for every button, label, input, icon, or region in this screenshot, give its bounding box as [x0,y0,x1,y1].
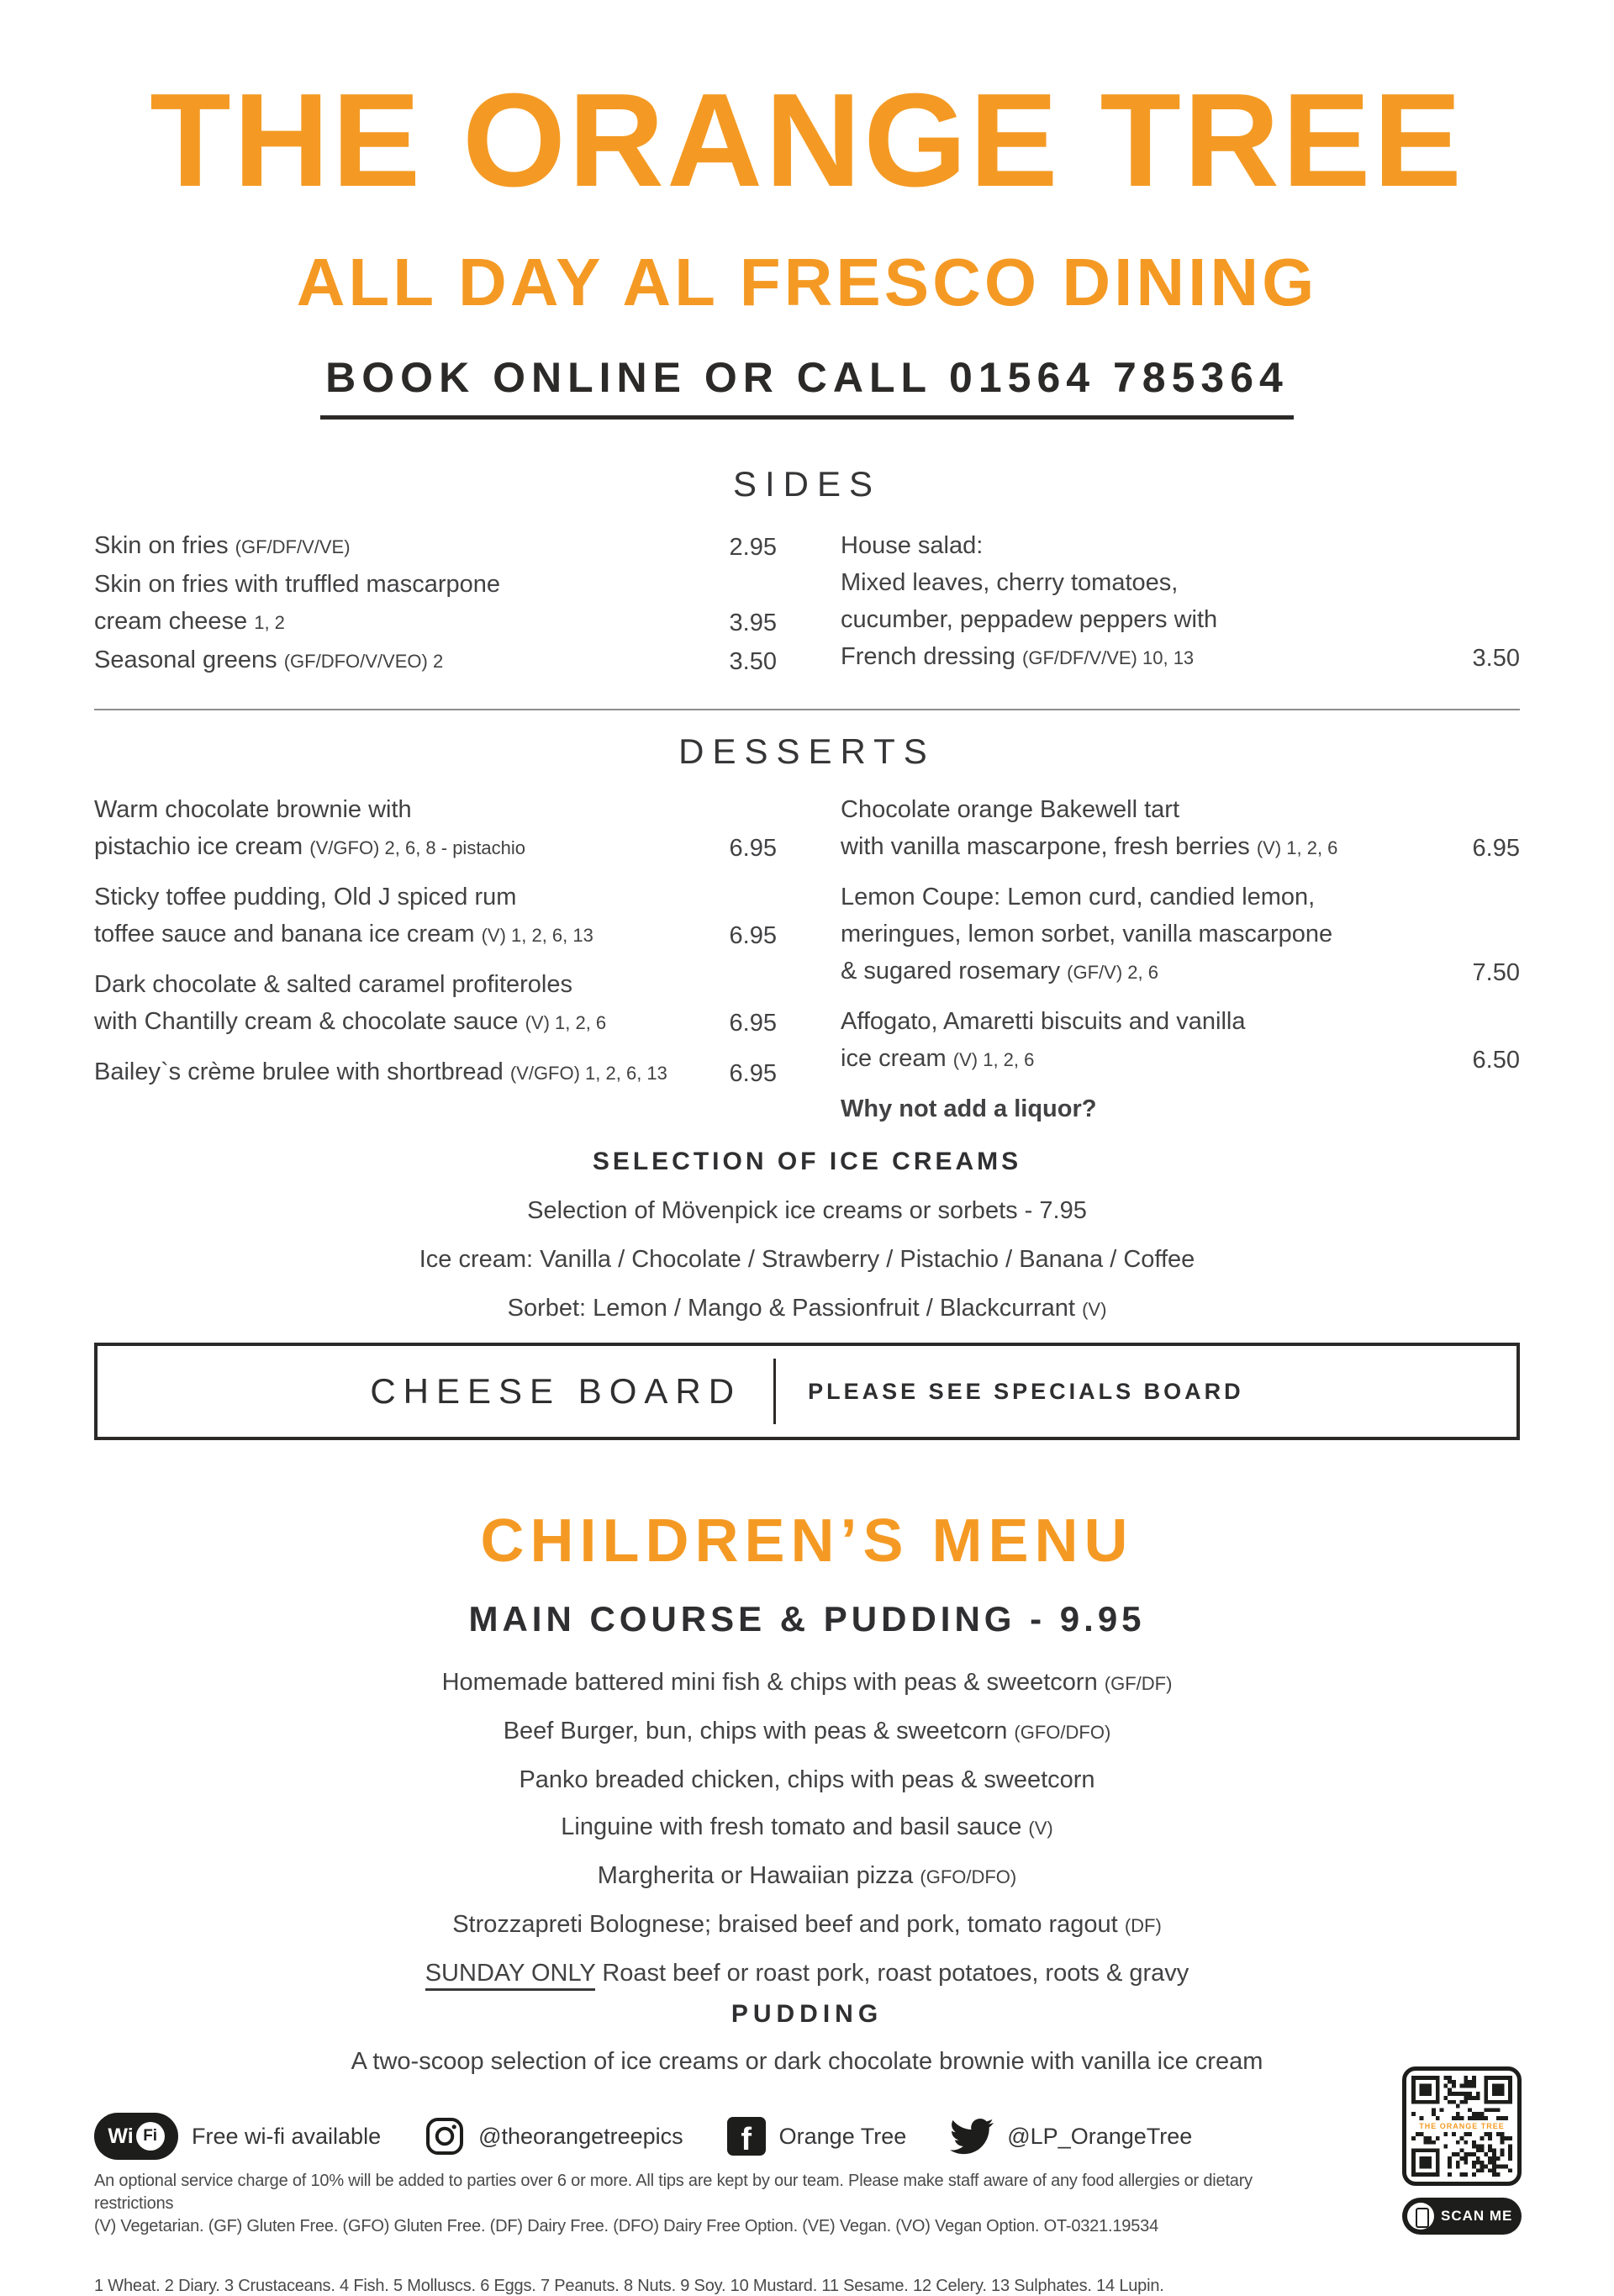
children-menu-line [94,1808,1520,1847]
text-segment: Roast beef or roast pork, roast potatoes, roots & gravy [595,1960,1189,1987]
text-segment: meringues, lemon sorbet, vanilla mascarpone [841,921,1333,947]
sides-section [94,464,1520,680]
dietary-tag: (V/GFO) 2, 6, 8 - pistachio [309,837,526,858]
text-segment: Mixed leaves, cherry tomatoes, [841,569,1179,596]
dietary-tag: (GFO/DFO) [920,1866,1017,1887]
wifi-icon-wi: Wi [108,2124,134,2148]
dietary-tag: (GFO/DFO) [1014,1722,1111,1743]
text-segment: Sticky toffee pudding, Old J spiced rum [94,884,517,910]
qr-code [1402,2066,1522,2186]
dietary-tag: (V) 1, 2, 6 [525,1012,607,1033]
text-segment: Dark chocolate & salted caramel profiteroles [94,971,572,998]
text-segment: Strozzapreti Bolognese; braised beef and pork, tomato ragout [452,1911,1125,1938]
dietary-tag: (DF) [1124,1915,1162,1936]
footer [94,2113,1520,2296]
allergen-key: 1 Wheat. 2 Diary. 3 Crustaceans. 4 Fish. 5 Molluscs. 6 Eggs. 7 Peanuts. 8 Nuts. 9 Soy. 10 Mustard. 11 Sesame. 12 Celery. 13 Sulphates. 14 Lupin. [94,2277,1164,2295]
facebook-name: Orange Tree [778,2123,907,2149]
text-segment: Bailey`s crème brulee with shortbread [94,1058,510,1085]
desserts-heading: DESSERTS [678,731,936,771]
menu-item [94,879,777,954]
instagram-group [425,2116,683,2156]
ice-cream-section [94,1149,1520,1324]
dietary-tag: (V) [1082,1299,1107,1320]
instagram-handle: @theorangetreepics [478,2123,683,2149]
item-price: 6.95 [729,835,777,862]
booking-line-wrap [94,356,1520,420]
twitter-icon [950,2114,994,2158]
dietary-tag: (V) [1028,1818,1053,1839]
cheese-board-divider [773,1359,776,1424]
dietary-tag: (GF/DF/V/VE) [235,536,351,557]
children-heading: CHILDREN’S MENU [480,1507,1134,1575]
wifi-icon [94,2113,178,2160]
qr-block [1402,2066,1522,2235]
ice-cream-heading: SELECTION OF ICE CREAMS [592,1148,1022,1175]
ice-cream-flavours: Ice cream: Vanilla / Chocolate / Strawberry / Pistachio / Banana / Coffee [419,1246,1195,1273]
item-price: 6.95 [729,922,777,949]
cheese-board-box [94,1343,1520,1440]
menu-item [841,1003,1520,1079]
menu-item [94,791,777,867]
menu-item [94,641,777,680]
dietary-tag: (V) 1, 2, 6, 13 [481,925,593,946]
children-menu-line [94,1664,1520,1702]
item-price: 7.50 [1472,959,1520,986]
text-segment: Margherita or Hawaiian pizza [597,1862,920,1889]
desserts-columns [94,791,1520,1139]
text-segment: with Chantilly cream & chocolate sauce [94,1008,525,1035]
pudding-heading: PUDDING [731,2000,883,2028]
menu-item [94,566,777,641]
dietary-tag: (V) 1, 2, 6 [952,1049,1035,1070]
text-segment: Warm chocolate brownie with [94,796,412,823]
text-segment: House salad: [841,532,984,559]
text-segment: French dressing [841,643,1022,670]
text-segment: pistachio ice cream [94,833,310,860]
text-segment: Skin on fries with truffled mascarpone [94,571,501,598]
children-subheading: MAIN COURSE & PUDDING - 9.95 [468,1599,1146,1639]
children-items [94,1664,1520,1992]
dietary-tag: 1, 2 [254,612,285,633]
sides-left-column [94,527,777,680]
sides-columns [94,527,1520,680]
item-name [841,1090,1520,1127]
text-segment: Lemon Coupe: Lemon curd, candied lemon, [841,884,1316,910]
children-menu-line [94,1713,1520,1751]
menu-item [94,1053,777,1092]
service-note [94,2170,1288,2238]
item-name [94,641,706,680]
service-note-line: An optional service charge of 10% will be added to parties over 6 or more. All tips are kept by our team. Please make staff aware of any food allergies or dietary restrictions [94,2172,1253,2213]
item-name [94,879,706,954]
instagram-icon [425,2116,465,2156]
menu-item [841,527,1520,677]
children-menu-line [94,1955,1520,1992]
item-price: 6.50 [1472,1047,1520,1074]
menu-item [841,791,1520,867]
menu-item [94,527,777,566]
item-name [94,566,706,641]
twitter-handle: @LP_OrangeTree [1007,2123,1193,2149]
cheese-board-title: CHEESE BOARD [370,1371,742,1411]
text-segment: Chocolate orange Bakewell tart [841,796,1180,823]
dietary-tag: (V/GFO) 1, 2, 6, 13 [509,1063,667,1084]
ice-cream-intro: Selection of Mövenpick ice creams or sorbets - 7.95 [527,1197,1087,1224]
desserts-left-column [94,791,777,1139]
facebook-group [727,2117,907,2156]
dietary-key-line: (V) Vegetarian. (GF) Gluten Free. (GFO) Gluten Free. (DF) Dairy Free. (DFO) Dairy Free Option. (VE) Vegan. (VO) Vegan Option. OT-0321.19534 [94,2217,1158,2235]
sorbet-flavours [94,1294,1520,1324]
item-name [94,966,706,1042]
sides-heading: SIDES [732,464,882,504]
wifi-group [94,2113,381,2160]
dietary-tag: (V) 1, 2, 6 [1256,837,1338,858]
item-name [94,527,706,566]
facebook-icon [727,2117,766,2156]
desserts-section [94,731,1520,1139]
menu-item [841,879,1520,991]
text-segment: Sorbet: Lemon / Mango & Passionfruit / Blackcurrant [507,1295,1083,1322]
phone-icon [1407,2203,1434,2230]
desserts-right-column [841,791,1520,1139]
children-menu-line [94,1761,1520,1798]
booking-line: BOOK ONLINE OR CALL 01564 785364 [320,356,1294,420]
qr-overlay-text: THE ORANGE TREE [1406,2121,1517,2131]
menu-item [841,1090,1520,1127]
item-price: 3.50 [1472,645,1520,672]
children-section [94,1507,1520,2076]
text-segment: SUNDAY ONLY [425,1960,596,1991]
pudding-desc: A two-scoop selection of ice creams or dark chocolate brownie with vanilla ice cream [351,2048,1263,2075]
text-segment: Beef Burger, bun, chips with peas & sweetcorn [503,1718,1015,1744]
item-price: 3.95 [729,610,777,636]
item-price: 2.95 [729,534,777,561]
wifi-icon-fi: Fi [136,2122,165,2151]
scan-me-badge [1402,2198,1522,2235]
item-name [841,527,1449,677]
item-price: 6.95 [729,1060,777,1087]
sides-right-column [841,527,1520,680]
text-segment: Panko breaded chicken, chips with peas & sweetcorn [519,1766,1095,1793]
text-segment: Homemade battered mini fish & chips with peas & sweetcorn [441,1669,1105,1696]
social-row [94,2113,1520,2160]
item-name [841,879,1449,991]
section-divider [94,709,1520,710]
text-segment: cream cheese [94,608,255,635]
page-subtitle: ALL DAY AL FRESCO DINING [296,245,1318,319]
children-menu-line [94,1906,1520,1945]
children-menu-line [94,1857,1520,1896]
text-segment: ice cream [841,1045,953,1072]
twitter-group [950,2114,1192,2158]
dietary-tag: (GF/DF/V/VE) 10, 13 [1022,647,1195,668]
item-price: 3.50 [729,648,777,675]
text-segment: cucumber, peppadew peppers with [841,606,1218,633]
text-segment: Linguine with fresh tomato and basil sauce [561,1813,1029,1840]
text-segment: Affogato, Amaretti biscuits and vanilla [841,1008,1246,1035]
wifi-label: Free wi-fi available [192,2123,382,2149]
header [94,0,1520,420]
item-name [94,1053,706,1092]
facebook-icon-letter: f [741,2122,752,2157]
text-segment: Why not add a liquor? [841,1095,1097,1122]
item-price: 6.95 [1472,835,1520,862]
dietary-tag: (GF/DFO/V/VEO) 2 [283,651,444,672]
dietary-tag: (GF/DF) [1104,1673,1173,1694]
text-segment: Seasonal greens [94,647,284,673]
item-price: 6.95 [729,1010,777,1037]
page-title: THE ORANGE TREE [150,66,1464,214]
menu-item [94,966,777,1042]
text-segment: toffee sauce and banana ice cream [94,921,482,947]
item-name [841,1003,1449,1079]
item-name [841,791,1449,867]
text-segment: & sugared rosemary [841,958,1068,984]
text-segment: with vanilla mascarpone, fresh berries [841,833,1257,860]
dietary-tag: (GF/V) 2, 6 [1067,962,1158,983]
item-name [94,791,706,867]
cheese-board-note: PLEASE SEE SPECIALS BOARD [808,1378,1244,1404]
text-segment: Skin on fries [94,532,235,559]
scan-me-label: SCAN ME [1441,2208,1513,2224]
